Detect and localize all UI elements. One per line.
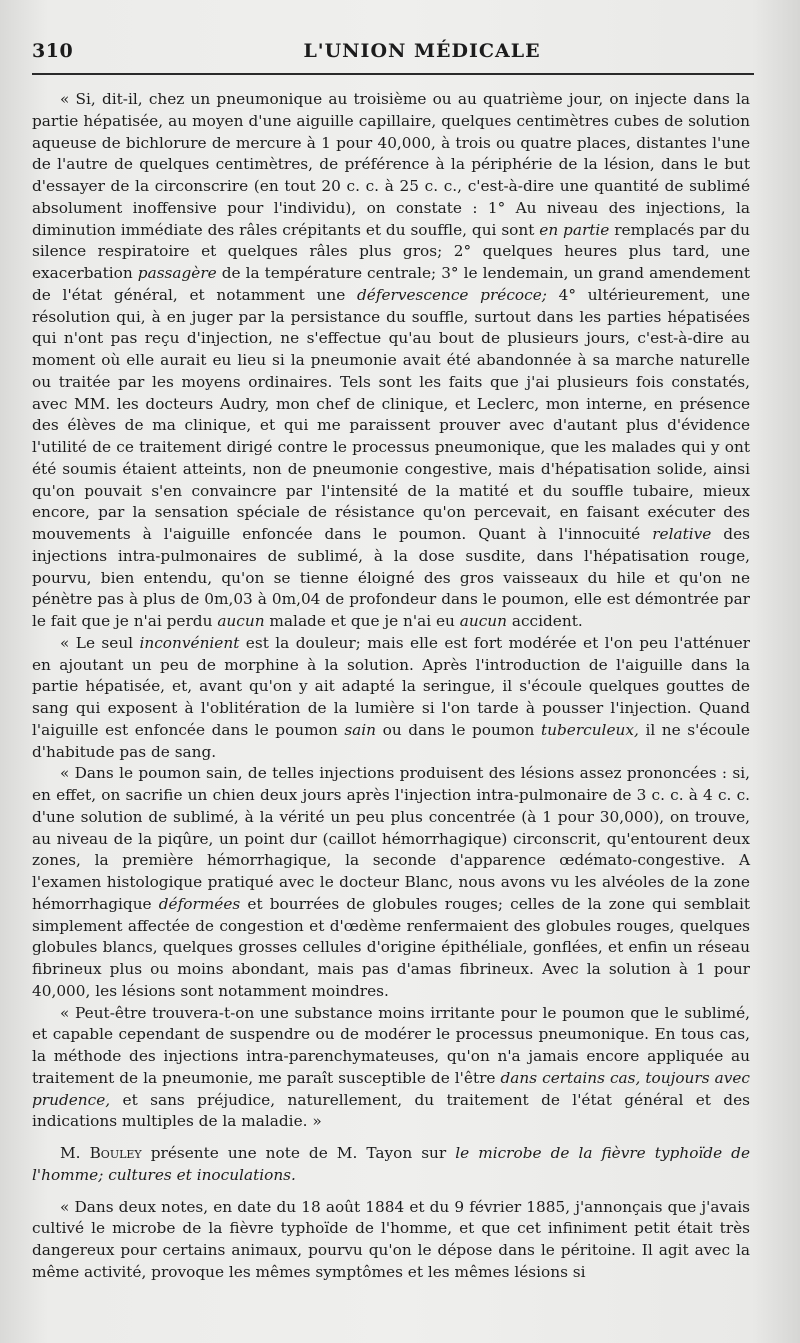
- text-run: « Si, dit-il, chez un pneumonique au troisième ou au quatrième jour, on injecte dans la partie hépatisée, au moyen d'une aiguille capillaire, quelques centimètres cubes de solution aqueuse de bichlorure de mercure à 1 pour 40,000, à trois ou quatre places, distantes l'une de l'autre de quelques centimètres, de préférence à la périphérie de la lésion, dans le but d'essayer de la circonscrire (en tout 20 c. c. à 25 c. c., c'est-à-dire une quantité de sublimé absolument inoffensive pour l'individu), on constate : 1° Au niveau des injections, la diminution immédiate des râles crépitants et du souffle, qui sont: [32, 90, 750, 239]
- text-run: il ne s'écoule d'habitude pas de sang.: [32, 720, 750, 761]
- italic-text: le microbe de la fièvre typhoïde de l'homme; cultures et inoculations.: [32, 1144, 751, 1184]
- page-number: 310: [32, 40, 74, 62]
- text-run: « Peut-être trouvera-t-on une substance moins irritante pour le poumon que le sublimé, et capable cependant de suspendre ou de modérer le processus pneumonique. En tous cas, la méthode des injections intra-parenchymateuses, qu'on n'a jamais encore appliquée au traitement de la pneumonie, me paraît susceptible de l'être: [32, 1003, 750, 1087]
- body-text: [32, 89, 750, 1284]
- italic-text: aucun: [459, 612, 507, 630]
- text-run: 4° ultérieurement, une résolution qui, à en juger par la persistance du souffle, surtout dans les parties hépatisées qui n'ont pas reçu d'injection, ne s'effectue qu'au bout de plusieurs jours, c'est-à-dire au moment où elle aurait eu lieu si la pneumonie avait été abandonnée à sa marche naturelle ou traitée par les moyens ordinaires. Tels sont les faits que j'ai plusieurs fois constatés, avec MM. les docteurs Audry, mon chef de clinique, et Leclerc, mon interne, en présence des élèves de ma clinique, et qui me paraissent prouver avec d'autant plus d'évidence l'utilité de ce traitement dirigé contre le processus pneumonique, que les malades qui y ont été soumis étaient atteints, non de pneumonie congestive, mais d'hépatisation solide, ainsi qu'on pouvait s'en convaincre par l'intensité de la matité et du souffle tubaire, mieux encore, par la sensation spéciale de résistance qu'on percevait, en faisant exécuter des mouvements à l'aiguille enfoncée dans le poumon. Quant à l'innocuité: [32, 285, 751, 543]
- text-run: de la température centrale; 3° le lendemain, un grand amendement de l'état général, et notamment une: [32, 264, 751, 304]
- text-run: malade et que je n'ai eu: [264, 612, 460, 630]
- text-run: « Le seul: [60, 633, 140, 652]
- text-run: remplacés par du silence respiratoire et quelques râles plus gros; 2° quelques heures plus tard, une exacerbation: [32, 220, 750, 282]
- italic-text: défervescence précoce;: [356, 285, 547, 304]
- page-header: [32, 40, 752, 70]
- paragraph: [32, 763, 750, 1002]
- author-name: Bouley: [89, 1144, 142, 1162]
- text-run: et bourrées de globules rouges; celles de la zone qui semblait simplement affectée de congestion et d'œdème renfermaient des globules rouges, quelques globules blancs, quelques grosses cellules d'origine épithéliale, gonflées, et enfin un réseau fibrineux plus ou moins abondant, mais pas d'amas fibrineux. Avec la solution à 1 pour 40,000, les lésions sont notamment moindres.: [32, 894, 750, 1000]
- italic-text: passagère: [137, 264, 217, 282]
- paragraph: [32, 1003, 750, 1134]
- italic-text: tuberculeux,: [540, 720, 639, 739]
- paragraph: [32, 633, 750, 764]
- italic-text: déformées: [158, 894, 241, 913]
- running-head: L'UNION MÉDICALE: [303, 40, 541, 62]
- paragraph: [32, 89, 750, 633]
- text-run: « Dans deux notes, en date du 18 août 1884 et du 9 février 1885, j'annonçais que j'avais cultivé le microbe de la fièvre typhoïde de l'homme, et que cet infiniment petit était très dangereux pour certains animaux, pourvu qu'on le dépose dans le péritoine. Il agit avec la même activité, provoque les mêmes symptômes et les mêmes lésions si: [32, 1197, 750, 1281]
- text-run: ou dans le poumon: [376, 720, 541, 739]
- text-run: M.: [60, 1144, 90, 1162]
- text-run: accident.: [507, 612, 583, 630]
- italic-text: aucun: [217, 612, 265, 630]
- paragraph: [32, 1197, 750, 1284]
- italic-text: inconvénient: [139, 633, 240, 652]
- text-run: est la douleur; mais elle est fort modérée et l'on peu l'atténuer en ajoutant un peu de morphine à la solution. Après l'introduction de l'aiguille dans la partie hépatisée, et, avant qu'on y ait adapté la seringue, il s'écoule quelques gouttes de sang qui exposent à l'oblitération de la lumière si l'on tarde à pousser l'injection. Quand l'aiguille est enfoncée dans le poumon: [32, 633, 750, 739]
- text-run: des injections intra-pulmonaires de sublimé, à la dose susdite, dans l'hépatisation rouge, pourvu, bien entendu, qu'on se tienne éloigné des gros vaisseaux du hile et qu'on ne pénètre pas à plus de 0m,03 à 0m,04 de profondeur dans le poumon, elle est démontrée par le fait que je n'ai perdu: [32, 525, 750, 630]
- italic-text: sain: [344, 720, 377, 739]
- text-run: « Dans le poumon sain, de telles injections produisent des lésions assez prononcées : si, en effet, on sacrifie un chien deux jours après l'injection intra-pulmonaire de 3 c. c. à 4 c. c. d'une solution de sublimé, à la vérité un peu plus concentrée (à 1 pour 30,000), on trouve, au niveau de la piqûre, un point dur (caillot hémorrhagique) circonscrit, qu'entourent deux zones, la première hémorrhagique, la seconde d'apparence œdémato-congestive. A l'examen histologique pratiqué avec le docteur Blanc, nous avons vu les alvéoles de la zone hémorrhagique: [32, 764, 750, 913]
- italic-text: relative: [652, 525, 712, 543]
- italic-text: en partie: [539, 220, 610, 239]
- header-rule: [32, 73, 754, 75]
- text-run: présente une note de M. Tayon sur: [141, 1144, 456, 1162]
- text-run: et sans préjudice, naturellement, du traitement de l'état général et des indications multiples de la maladie. »: [32, 1090, 750, 1131]
- paragraph: [32, 1143, 750, 1187]
- italic-text: dans certains cas, toujours avec prudence,: [32, 1068, 750, 1109]
